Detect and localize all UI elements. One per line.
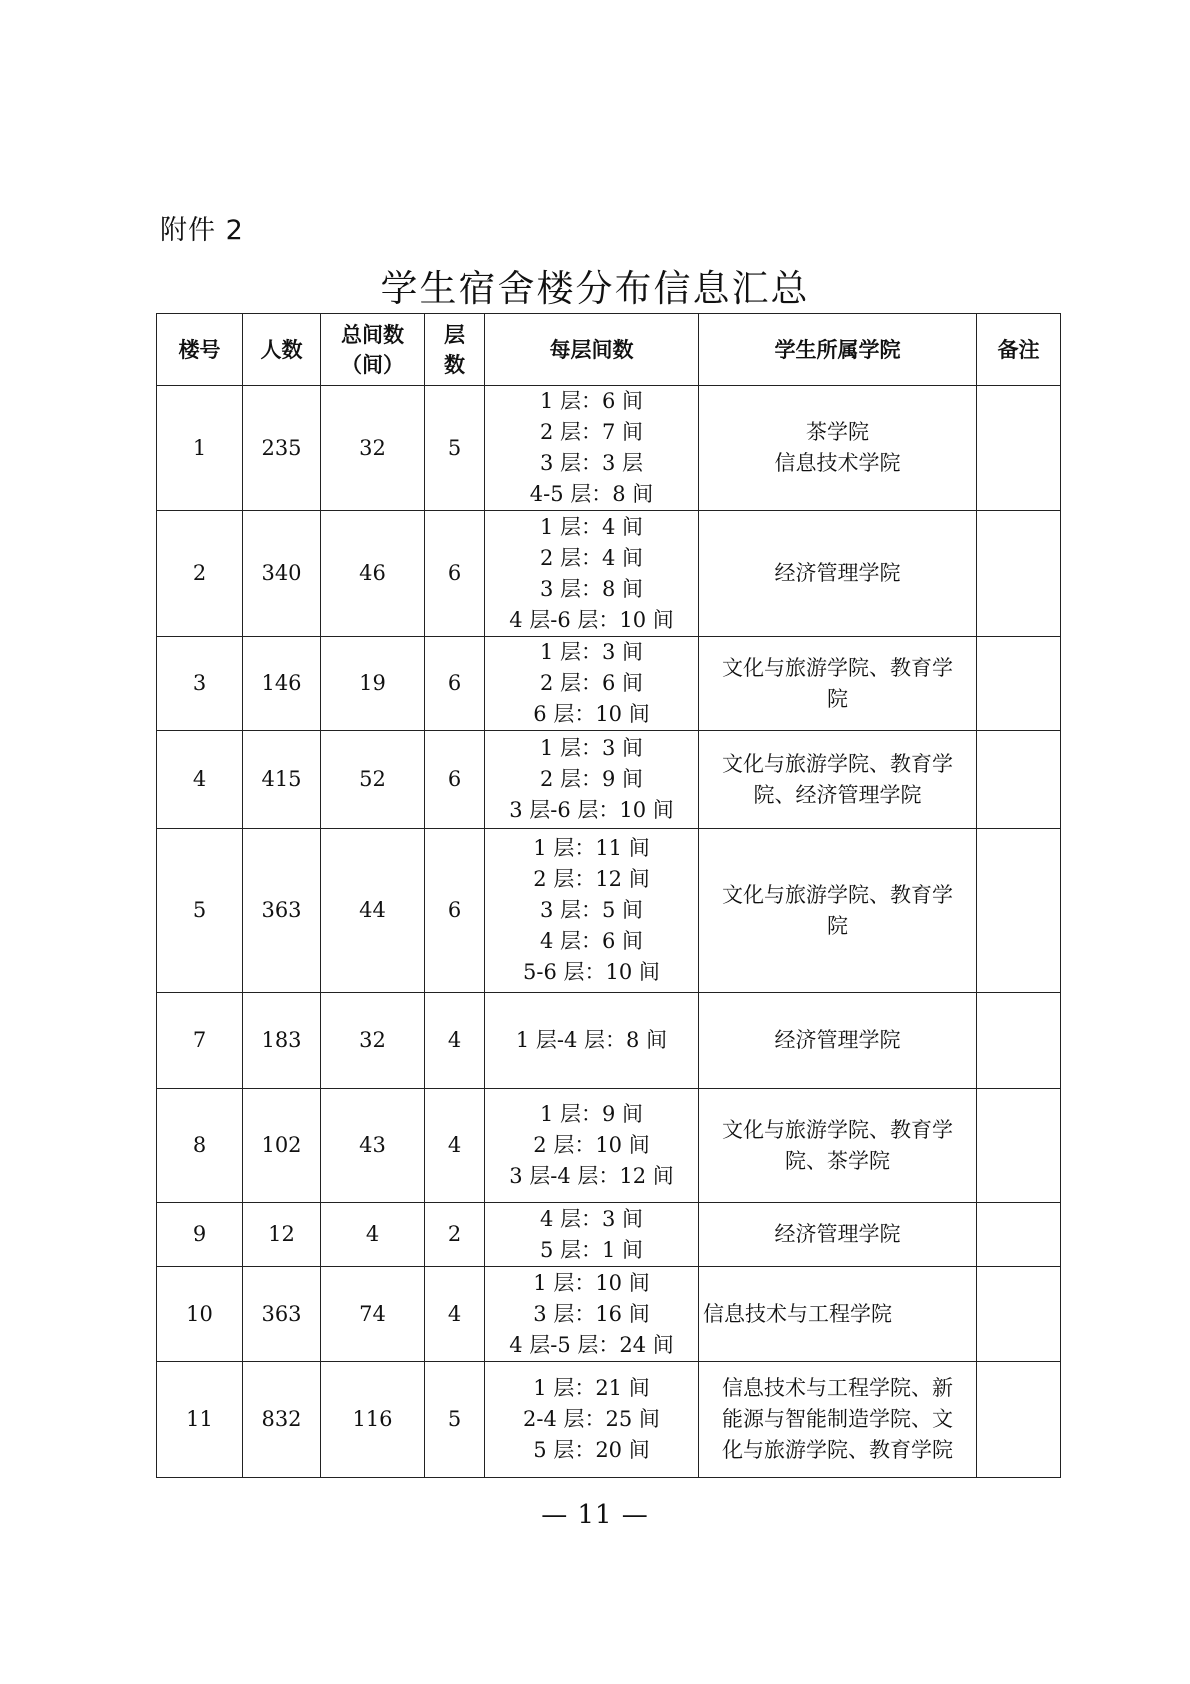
table-row	[157, 993, 1061, 1089]
cell-building: 8	[157, 1089, 243, 1203]
college-line: 院	[827, 686, 848, 711]
college-line: 文化与旅游学院、教育学	[722, 1117, 953, 1142]
rooms-line: 1 层：4 间	[539, 514, 644, 539]
cell-building: 10	[157, 1267, 243, 1362]
rooms-line: 3 层：3 层	[539, 451, 644, 475]
rooms-line: 2 层：10 间	[533, 1133, 650, 1157]
page-number: — 11 —	[541, 1500, 649, 1530]
rooms-line: 3 层：8 间	[539, 576, 644, 601]
cell-rooms-per-floor	[485, 993, 699, 1089]
cell-total-rooms: 44	[321, 829, 425, 993]
table-row	[157, 1203, 1061, 1267]
header-building: 楼号	[157, 314, 243, 386]
table-row	[157, 1362, 1061, 1478]
cell-total-rooms: 52	[321, 731, 425, 829]
cell-total-rooms: 43	[321, 1089, 425, 1203]
cell-total-rooms: 116	[321, 1362, 425, 1478]
cell-floors: 6	[425, 731, 485, 829]
cell-people: 183	[243, 993, 321, 1089]
rooms-line: 1 层：6 间	[539, 389, 644, 413]
rooms-line: 2 层：9 间	[539, 767, 644, 791]
cell-floors: 4	[425, 1267, 485, 1362]
cell-total-rooms: 74	[321, 1267, 425, 1362]
table-row	[157, 637, 1061, 731]
rooms-line: 3 层-6 层：10 间	[509, 798, 674, 822]
table-row	[157, 1089, 1061, 1203]
cell-rooms-per-floor	[485, 386, 699, 511]
cell-people: 363	[243, 829, 321, 993]
rooms-line: 1 层：10 间	[533, 1270, 650, 1295]
cell-college	[699, 637, 977, 731]
cell-college	[699, 511, 977, 637]
cell-college	[699, 1089, 977, 1203]
header-total-rooms-line1: 总间数	[341, 322, 404, 347]
cell-college	[699, 1203, 977, 1267]
header-rooms-per-floor: 每层间数	[485, 314, 699, 386]
college-line: 院、经济管理学院	[753, 782, 922, 807]
rooms-line: 1 层：3 间	[539, 640, 644, 664]
cell-people: 340	[243, 511, 321, 637]
cell-college	[699, 993, 977, 1089]
cell-people: 415	[243, 731, 321, 829]
cell-people: 832	[243, 1362, 321, 1478]
cell-floors: 4	[425, 1089, 485, 1203]
cell-rooms-per-floor	[485, 1267, 699, 1362]
cell-remark	[977, 993, 1061, 1089]
cell-floors: 5	[425, 1362, 485, 1478]
cell-rooms-per-floor	[485, 1089, 699, 1203]
college-line: 能源与智能制造学院、文	[722, 1407, 953, 1431]
rooms-line: 5 层：1 间	[539, 1237, 644, 1262]
header-floors	[425, 314, 485, 386]
rooms-line: 4 层-5 层：24 间	[509, 1332, 674, 1357]
table-row	[157, 1267, 1061, 1362]
rooms-line: 2-4 层：25 间	[523, 1407, 660, 1431]
cell-remark	[977, 1203, 1061, 1267]
table-row	[157, 829, 1061, 993]
college-line: 经济管理学院	[774, 561, 901, 585]
rooms-line: 5-6 层：10 间	[523, 960, 660, 984]
college-line: 院	[827, 913, 848, 938]
header-total-rooms-line2: （间）	[341, 352, 404, 377]
rooms-line: 4 层：3 间	[539, 1206, 644, 1231]
college-line: 茶学院	[806, 420, 869, 444]
cell-college	[699, 829, 977, 993]
header-remark: 备注	[977, 314, 1061, 386]
dormitory-table	[156, 313, 1061, 1478]
rooms-line: 3 层：16 间	[533, 1301, 650, 1326]
rooms-line: 6 层：10 间	[533, 702, 650, 726]
college-line: 信息技术学院	[774, 451, 901, 475]
cell-remark	[977, 1267, 1061, 1362]
table-header-row	[157, 314, 1061, 386]
page-title: 学生宿舍楼分布信息汇总	[380, 267, 810, 310]
rooms-line: 1 层：21 间	[533, 1376, 650, 1400]
header-people: 人数	[243, 314, 321, 386]
cell-remark	[977, 829, 1061, 993]
cell-remark	[977, 637, 1061, 731]
rooms-line: 3 层-4 层：12 间	[509, 1164, 674, 1188]
table-row	[157, 511, 1061, 637]
college-line: 化与旅游学院、教育学院	[722, 1438, 953, 1462]
rooms-line: 1 层：11 间	[533, 836, 650, 860]
cell-building: 5	[157, 829, 243, 993]
college-line: 经济管理学院	[774, 1222, 901, 1246]
rooms-line: 2 层：6 间	[539, 671, 644, 695]
rooms-line: 1 层-4 层：8 间	[515, 1028, 668, 1052]
cell-college	[699, 1267, 977, 1362]
cell-remark	[977, 511, 1061, 637]
college-line: 院、茶学院	[785, 1148, 890, 1173]
college-line: 文化与旅游学院、教育学	[722, 882, 953, 907]
cell-floors: 2	[425, 1203, 485, 1267]
cell-people: 102	[243, 1089, 321, 1203]
attachment-label: 附件 2	[160, 215, 244, 246]
cell-building: 2	[157, 511, 243, 637]
cell-building: 11	[157, 1362, 243, 1478]
cell-people: 235	[243, 386, 321, 511]
rooms-line: 1 层：3 间	[539, 736, 644, 760]
cell-building: 4	[157, 731, 243, 829]
rooms-line: 2 层：12 间	[533, 867, 650, 891]
cell-building: 9	[157, 1203, 243, 1267]
cell-remark	[977, 1089, 1061, 1203]
rooms-line: 5 层：20 间	[533, 1438, 650, 1462]
college-line: 文化与旅游学院、教育学	[722, 751, 953, 776]
cell-total-rooms: 19	[321, 637, 425, 731]
cell-people: 12	[243, 1203, 321, 1267]
cell-college	[699, 1362, 977, 1478]
cell-floors: 6	[425, 829, 485, 993]
cell-rooms-per-floor	[485, 1362, 699, 1478]
header-total-rooms	[321, 314, 425, 386]
cell-floors: 5	[425, 386, 485, 511]
table-row	[157, 731, 1061, 829]
table-row	[157, 386, 1061, 511]
cell-total-rooms: 46	[321, 511, 425, 637]
cell-rooms-per-floor	[485, 829, 699, 993]
cell-floors: 4	[425, 993, 485, 1089]
cell-college	[699, 386, 977, 511]
header-floors-line1: 层	[444, 322, 465, 347]
cell-building: 7	[157, 993, 243, 1089]
cell-rooms-per-floor	[485, 731, 699, 829]
college-line: 经济管理学院	[774, 1028, 901, 1052]
cell-rooms-per-floor	[485, 1203, 699, 1267]
rooms-line: 4-5 层：8 间	[529, 482, 654, 506]
rooms-line: 3 层：5 间	[539, 898, 644, 922]
cell-total-rooms: 32	[321, 386, 425, 511]
cell-college	[699, 731, 977, 829]
cell-rooms-per-floor	[485, 637, 699, 731]
college-line: 文化与旅游学院、教育学	[722, 655, 953, 680]
rooms-line: 2 层：7 间	[539, 420, 644, 444]
rooms-line: 4 层-6 层：10 间	[509, 607, 674, 632]
cell-remark	[977, 1362, 1061, 1478]
header-college: 学生所属学院	[699, 314, 977, 386]
header-floors-line2: 数	[444, 352, 465, 377]
cell-remark	[977, 731, 1061, 829]
cell-people: 146	[243, 637, 321, 731]
cell-building: 1	[157, 386, 243, 511]
cell-people: 363	[243, 1267, 321, 1362]
rooms-line: 1 层：9 间	[539, 1102, 644, 1126]
cell-total-rooms: 4	[321, 1203, 425, 1267]
cell-floors: 6	[425, 637, 485, 731]
cell-floors: 6	[425, 511, 485, 637]
college-line: 信息技术与工程学院	[703, 1301, 892, 1326]
cell-rooms-per-floor	[485, 511, 699, 637]
cell-remark	[977, 386, 1061, 511]
cell-total-rooms: 32	[321, 993, 425, 1089]
cell-building: 3	[157, 637, 243, 731]
rooms-line: 4 层：6 间	[539, 929, 644, 953]
rooms-line: 2 层：4 间	[539, 545, 644, 570]
college-line: 信息技术与工程学院、新	[722, 1376, 953, 1400]
